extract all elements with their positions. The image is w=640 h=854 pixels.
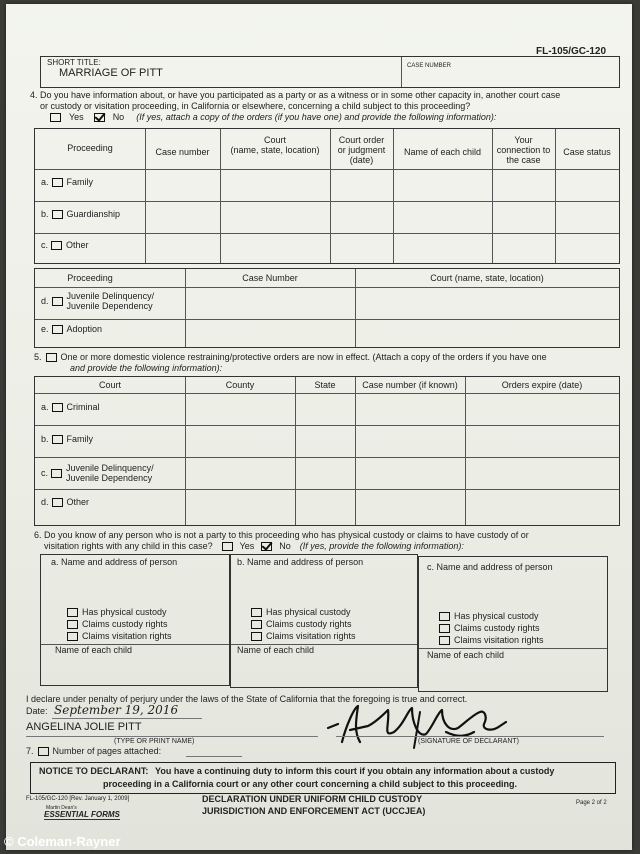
- t1-header-connection: Your connection to the case: [496, 135, 551, 165]
- q5-header-orders-expire: Orders expire (date): [501, 380, 583, 390]
- photo-credit: © Coleman-Rayner: [4, 834, 121, 849]
- q6-note: (If yes, provide the following information):: [299, 541, 464, 551]
- q5-text-line2: and provide the following information):: [70, 363, 223, 373]
- q5-juvenile-checkbox[interactable]: [51, 469, 62, 478]
- q6-no-checkbox[interactable]: [261, 542, 272, 551]
- t1-header-case-status: Case status: [563, 147, 611, 157]
- q5-text-line1: One or more domestic violence restraining/protective orders are now in effect. (Attach a copy of the orders if you have one: [60, 352, 547, 362]
- q4-table1: [34, 128, 620, 264]
- t1-header-child-name: Name of each child: [403, 147, 482, 157]
- q5-row-family: b. Family: [41, 434, 94, 444]
- signature-caption: (SIGNATURE OF DECLARANT): [418, 738, 519, 745]
- footer-title1: DECLARATION UNDER UNIFORM CHILD CUSTODY: [202, 794, 423, 804]
- short-title-label: SHORT TITLE:: [47, 58, 101, 67]
- t2-header-proceeding: Proceeding: [67, 273, 113, 283]
- form-id: FL-105/GC-120: [536, 46, 607, 57]
- q5-row-other: d. Other: [41, 497, 90, 507]
- q6-b-custody-checkbox[interactable]: [251, 620, 262, 629]
- case-number-label: CASE NUMBER: [407, 63, 452, 69]
- criminal-checkbox[interactable]: [52, 403, 63, 412]
- printed-name[interactable]: ANGELINA JOLIE PITT: [26, 721, 142, 733]
- q6-yes-checkbox[interactable]: [222, 542, 233, 551]
- q6-a-custody-checkbox[interactable]: [67, 620, 78, 629]
- publisher-logo: ESSENTIAL FORMS: [44, 810, 120, 819]
- family-checkbox[interactable]: [52, 178, 63, 187]
- q4-text-line1: Do you have information about, or have you participated as a party or as a witness or in some other capacity in, another court case: [40, 90, 561, 100]
- q4-note: (If yes, attach a copy of the orders (if you have one) and provide the following information):: [136, 112, 497, 122]
- short-title-value: MARRIAGE OF PITT: [59, 67, 163, 79]
- q5-header-state: State: [314, 380, 336, 390]
- q5-other-checkbox[interactable]: [52, 498, 63, 507]
- t1-header-court-order: Court order or judgment (date): [337, 135, 386, 165]
- short-title-box: [40, 56, 620, 88]
- q7-number: 7.: [26, 746, 34, 756]
- q6-b-visitation-checkbox[interactable]: [251, 632, 262, 641]
- footer-rev: FL-105/GC-120 [Rev. January 1, 2009]: [26, 796, 130, 802]
- adoption-checkbox[interactable]: [52, 325, 63, 334]
- notice-line2: proceeding in a California court or any other court concerning a child subject to this proceeding.: [103, 779, 518, 789]
- q5-row-criminal: a. Criminal: [41, 402, 100, 412]
- t1-header-court: Court (name, state, location): [230, 135, 320, 155]
- q6-person-c: c. Name and address of person Has physical custody Claims custody rights Claims visitation rights Name of each child: [418, 556, 608, 692]
- q5-line1: [34, 352, 547, 362]
- q4-yes-label: Yes: [69, 112, 84, 122]
- q6-person-a: a. Name and address of person Has physical custody Claims custody rights Claims visitation rights Name of each child: [40, 554, 230, 686]
- footer-page: Page 2 of 2: [576, 800, 607, 806]
- t1-header-case-number: Case number: [155, 147, 210, 157]
- q5-header-case-number: Case number (if known): [362, 380, 458, 390]
- date-value[interactable]: September 19, 2016: [54, 703, 179, 717]
- q6-c-custody-checkbox[interactable]: [439, 624, 450, 633]
- q6-text-line1: Do you know of any person who is not a party to this proceeding who has physical custody or claims to have custody of or: [44, 530, 529, 540]
- q4-no-checkbox[interactable]: [94, 113, 105, 122]
- notice-box: [30, 762, 616, 794]
- q7-label: Number of pages attached:: [52, 746, 162, 756]
- q6-a-children: Name of each child: [55, 645, 133, 655]
- q4-yes-no: [50, 112, 496, 122]
- t2-header-case-number: Case Number: [242, 273, 298, 283]
- q6-a-visitation-checkbox[interactable]: [67, 632, 78, 641]
- q4-yes-checkbox[interactable]: [50, 113, 61, 122]
- notice-line1: You have a continuing duty to inform this court if you obtain any information about a custody: [155, 766, 555, 776]
- q6-no-label: No: [279, 541, 291, 551]
- q6-b-physical-checkbox[interactable]: [251, 608, 262, 617]
- q6-text-line2: visitation rights with any child in this case?: [44, 541, 213, 551]
- notice-label: NOTICE TO DECLARANT:: [39, 766, 149, 776]
- q5-table: [34, 376, 620, 526]
- q4-table2: [34, 268, 620, 348]
- t2-header-court: Court (name, state, location): [430, 273, 544, 283]
- date-label: Date:: [26, 706, 48, 716]
- t2-row-juvenile: d. Juvenile Delinquency/ Juvenile Dependency: [41, 291, 155, 311]
- t1-header-proceeding: Proceeding: [67, 143, 113, 153]
- q6-a-physical-checkbox[interactable]: [67, 608, 78, 617]
- q6-c-header: c. Name and address of person: [427, 562, 553, 572]
- q5-checkbox[interactable]: [46, 353, 57, 362]
- q5-number: 5.: [34, 352, 42, 362]
- q6-c-children: Name of each child: [427, 650, 505, 660]
- t1-row-family: a. Family: [41, 177, 94, 187]
- q6-a-header: a. Name and address of person: [51, 557, 178, 567]
- q4-no-label: No: [112, 112, 125, 122]
- q6-number: 6.: [34, 530, 42, 540]
- q7-row: [26, 746, 161, 756]
- q5-header-court: Court: [98, 380, 121, 390]
- q6-c-physical-checkbox[interactable]: [439, 612, 450, 621]
- q5-row-juvenile: c. Juvenile Delinquency/ Juvenile Dependency: [41, 463, 154, 483]
- q5-header-county: County: [225, 380, 255, 390]
- q6-line2: [44, 541, 464, 551]
- q7-checkbox[interactable]: [38, 747, 49, 756]
- guardianship-checkbox[interactable]: [52, 210, 63, 219]
- juvenile-checkbox[interactable]: [52, 297, 63, 306]
- footer-title2: JURISDICTION AND ENFORCEMENT ACT (UCCJEA): [202, 806, 426, 816]
- q6-b-children: Name of each child: [237, 645, 315, 655]
- other-checkbox[interactable]: [51, 241, 62, 250]
- t1-row-other: c. Other: [41, 240, 89, 250]
- q6-person-b: b. Name and address of person Has physical custody Claims custody rights Claims visitation rights Name of each child: [230, 554, 418, 688]
- form-page: [6, 4, 632, 850]
- q4-number: 4.: [30, 90, 38, 100]
- publisher-small: Martin Dean's: [46, 805, 77, 811]
- name-caption: (TYPE OR PRINT NAME): [114, 738, 195, 745]
- q6-yes-label: Yes: [239, 541, 255, 551]
- q6-c-visitation-checkbox[interactable]: [439, 636, 450, 645]
- t1-row-guardianship: b. Guardianship: [41, 209, 121, 219]
- q6-b-header: b. Name and address of person: [237, 557, 364, 567]
- t2-row-adoption: e. Adoption: [41, 324, 103, 334]
- q4-text-line2: or custody or visitation proceeding, in California or elsewhere, concerning a child subject to this proceeding?: [40, 101, 471, 111]
- declaration-text: I declare under penalty of perjury under the laws of the State of California that the foregoing is true and correct.: [26, 694, 468, 704]
- q5-family-checkbox[interactable]: [52, 435, 63, 444]
